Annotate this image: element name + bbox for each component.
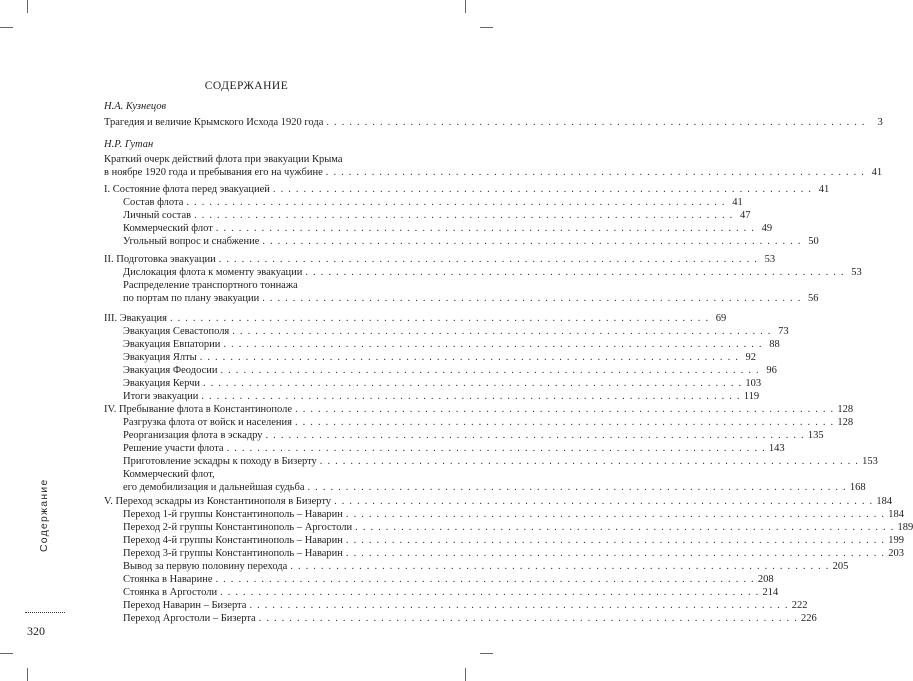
entry-label: Эвакуация Керчи: [123, 378, 200, 389]
entry-label: Трагедия и величие Крымского Исхода 1920 года: [104, 117, 324, 128]
entry-page-number: 50: [808, 236, 819, 247]
leader-dots: . . . . . . . . . . . . . . . . . . . . . . . . . . . . . . . . . . . . . . . . . . . . . . . . . . . . . . . . . . . . . . . . . . . . . . .: [325, 167, 866, 178]
subentry: [123, 573, 774, 586]
leader-dots: . . . . . . . . . . . . . . . . . . . . . . . . . . . . . . . . . . . . . . . . . . . . . . . . . . . . . . . . . . . . . . . . . . . . . . .: [215, 223, 756, 234]
leader-dots: . . . . . . . . . . . . . . . . . . . . . . . . . . . . . . . . . . . . . . . . . . . . . . . . . . . . . . . . . . . . . . . . . . . . . . .: [307, 482, 847, 493]
chapter-entry: [104, 495, 893, 508]
subentry-label-line: Распределение транспортного тоннажа: [123, 280, 298, 291]
entry-label: Состав флота: [123, 197, 184, 208]
entry-label: Личный состав: [123, 210, 192, 221]
subentry: [123, 586, 779, 599]
entry-page-number: 168: [849, 482, 866, 493]
crop-mark: [465, 668, 466, 681]
running-head: Содержание: [38, 478, 50, 552]
subentry: [123, 442, 785, 455]
subentry: [123, 508, 904, 521]
entry-page-number: 184: [876, 496, 893, 507]
entry-label: Итоги эвакуации: [123, 391, 199, 402]
entry-page-number: 69: [715, 313, 727, 324]
subentry: [123, 599, 808, 612]
leader-dots: . . . . . . . . . . . . . . . . . . . . . . . . . . . . . . . . . . . . . . . . . . . . . . . . . . . . . . . . . . . . . . . . . . . . . . .: [265, 430, 805, 441]
chapter-entry: [104, 403, 854, 416]
entry-label: IV. Пребывание флота в Константинополе: [104, 404, 293, 415]
subentry: [123, 377, 762, 390]
entry-page-number: 128: [837, 417, 854, 428]
subentry: [123, 222, 773, 235]
author-name: Н.Р. Гутан: [104, 139, 154, 150]
subentry: [123, 429, 824, 442]
crop-mark: [480, 653, 493, 654]
leader-dots: . . . . . . . . . . . . . . . . . . . . . . . . . . . . . . . . . . . . . . . . . . . . . . . . . . . . . . . . . . . . . . . . . . . . . . .: [218, 254, 759, 265]
subentry: [123, 521, 913, 534]
leader-dots: . . . . . . . . . . . . . . . . . . . . . . . . . . . . . . . . . . . . . . . . . . . . . . . . . . . . . . . . . . . . . . . . . . . . . . .: [319, 456, 860, 467]
chapter-entry: [104, 183, 830, 196]
subentry: [123, 455, 878, 468]
entry-label: Приготовление эскадры к походу в Бизерту: [123, 456, 317, 467]
entry-label: Угольный вопрос и снабжение: [123, 236, 260, 247]
page-number: 320: [27, 624, 45, 638]
entry-label: V. Переход эскадры из Константинополя в Бизерту: [104, 496, 332, 507]
leader-dots: . . . . . . . . . . . . . . . . . . . . . . . . . . . . . . . . . . . . . . . . . . . . . . . . . . . . . . . . . . . . . . . . . . . . . . .: [220, 365, 760, 376]
leader-dots: . . . . . . . . . . . . . . . . . . . . . . . . . . . . . . . . . . . . . . . . . . . . . . . . . . . . . . . . . . . . . . . . . . . . . . .: [345, 509, 886, 520]
dotted-rule: [25, 612, 65, 613]
subentry: [123, 481, 866, 494]
subentry: [123, 560, 849, 573]
entry-page-number: 3: [877, 117, 883, 128]
entry-page-number: 203: [888, 548, 904, 559]
entry-page-number: 41: [732, 197, 743, 208]
toc-entry: [104, 166, 883, 179]
leader-dots: . . . . . . . . . . . . . . . . . . . . . . . . . . . . . . . . . . . . . . . . . . . . . . . . . . . . . . . . . . . . . . . . . . . . . . .: [295, 404, 835, 415]
subentry: [123, 534, 904, 547]
entry-label: I. Состояние флота перед эвакуацией: [104, 184, 270, 195]
entry-label: Решение участи флота: [123, 443, 224, 454]
entry-page-number: 222: [791, 600, 808, 611]
entry-label: Переход 3-й группы Константинополь – Наварин: [123, 548, 343, 559]
subentry: [123, 266, 862, 279]
entry-page-number: 92: [745, 352, 757, 363]
entry-page-number: 56: [808, 293, 819, 304]
entry-page-number: 119: [743, 391, 760, 402]
entry-page-number: 53: [851, 267, 862, 278]
subentry: [123, 292, 819, 305]
leader-dots: . . . . . . . . . . . . . . . . . . . . . . . . . . . . . . . . . . . . . . . . . . . . . . . . . . . . . . . . . . . . . . . . . . . . . . .: [220, 587, 760, 598]
entry-label: Разгрузка флота от войск и населения: [123, 417, 292, 428]
leader-dots: . . . . . . . . . . . . . . . . . . . . . . . . . . . . . . . . . . . . . . . . . . . . . . . . . . . . . . . . . . . . . . . . . . . . . . .: [201, 391, 741, 402]
entry-label: по портам по плану эвакуации: [123, 293, 260, 304]
subentry: [123, 612, 817, 625]
leader-dots: . . . . . . . . . . . . . . . . . . . . . . . . . . . . . . . . . . . . . . . . . . . . . . . . . . . . . . . . . . . . . . . . . . . . . . .: [202, 378, 743, 389]
entry-label: Эвакуация Ялты: [123, 352, 197, 363]
subentry-label-line: Коммерческий флот,: [123, 469, 215, 480]
subentry: [123, 325, 789, 338]
entry-label: Эвакуация Севастополя: [123, 326, 230, 337]
leader-dots: . . . . . . . . . . . . . . . . . . . . . . . . . . . . . . . . . . . . . . . . . . . . . . . . . . . . . . . . . . . . . . . . . . . . . . .: [199, 352, 740, 363]
author-name: Н.А. Кузнецов: [104, 101, 167, 112]
entry-label: Вывод за первую половину перехода: [123, 561, 288, 572]
crop-mark: [27, 668, 28, 681]
leader-dots: . . . . . . . . . . . . . . . . . . . . . . . . . . . . . . . . . . . . . . . . . . . . . . . . . . . . . . . . . . . . . . . . . . . . . . .: [226, 443, 766, 454]
entry-page-number: 208: [757, 574, 774, 585]
entry-page-number: 49: [761, 223, 773, 234]
entry-label: Переход 4-й группы Константинополь – Наварин: [123, 535, 343, 546]
entry-label: Переход 2-й группы Константинополь – Аргостоли: [123, 522, 353, 533]
crop-mark: [480, 27, 493, 28]
leader-dots: . . . . . . . . . . . . . . . . . . . . . . . . . . . . . . . . . . . . . . . . . . . . . . . . . . . . . . . . . . . . . . . . . . . . . . .: [272, 184, 813, 195]
subentry: [123, 416, 854, 429]
leader-dots: . . . . . . . . . . . . . . . . . . . . . . . . . . . . . . . . . . . . . . . . . . . . . . . . . . . . . . . . . . . . . . . . . . . . . . .: [186, 197, 726, 208]
page-title: СОДЕРЖАНИЕ: [204, 80, 289, 92]
entry-page-number: 143: [768, 443, 785, 454]
chapter-entry: [104, 253, 776, 266]
crop-mark: [465, 0, 466, 13]
crop-mark: [0, 27, 13, 28]
entry-label: Дислокация флота к моменту эвакуации: [123, 267, 303, 278]
leader-dots: . . . . . . . . . . . . . . . . . . . . . . . . . . . . . . . . . . . . . . . . . . . . . . . . . . . . . . . . . . . . . . . . . . . . . . .: [305, 267, 845, 278]
entry-page-number: 41: [818, 184, 830, 195]
leader-dots: . . . . . . . . . . . . . . . . . . . . . . . . . . . . . . . . . . . . . . . . . . . . . . . . . . . . . . . . . . . . . . . . . . . . . . .: [258, 613, 799, 624]
subentry: [123, 196, 743, 209]
entry-label: II. Подготовка эвакуации: [104, 254, 216, 265]
entry-label: Коммерческий флот: [123, 223, 213, 234]
leader-dots: . . . . . . . . . . . . . . . . . . . . . . . . . . . . . . . . . . . . . . . . . . . . . . . . . . . . . . . . . . . . . . . . . . . . . . .: [326, 117, 866, 128]
leader-dots: . . . . . . . . . . . . . . . . . . . . . . . . . . . . . . . . . . . . . . . . . . . . . . . . . . . . . . . . . . . . . . . . . . . . . . .: [232, 326, 772, 337]
leader-dots: . . . . . . . . . . . . . . . . . . . . . . . . . . . . . . . . . . . . . . . . . . . . . . . . . . . . . . . . . . . . . . . . . . . . . . .: [295, 417, 835, 428]
crop-mark: [0, 653, 13, 654]
entry-label: в ноябре 1920 года и пребывания его на чужбине: [104, 167, 323, 178]
entry-page-number: 41: [871, 167, 883, 178]
leader-dots: . . . . . . . . . . . . . . . . . . . . . . . . . . . . . . . . . . . . . . . . . . . . . . . . . . . . . . . . . . . . . . . . . . . . . . .: [215, 574, 755, 585]
leader-dots: . . . . . . . . . . . . . . . . . . . . . . . . . . . . . . . . . . . . . . . . . . . . . . . . . . . . . . . . . . . . . . . . . . . . . . .: [262, 236, 802, 247]
entry-page-number: 153: [862, 456, 878, 467]
entry-label: Стоянка в Аргостоли: [123, 587, 218, 598]
leader-dots: . . . . . . . . . . . . . . . . . . . . . . . . . . . . . . . . . . . . . . . . . . . . . . . . . . . . . . . . . . . . . . . . . . . . . . .: [345, 548, 886, 559]
entry-label: III. Эвакуация: [104, 313, 167, 324]
leader-dots: . . . . . . . . . . . . . . . . . . . . . . . . . . . . . . . . . . . . . . . . . . . . . . . . . . . . . . . . . . . . . . . . . . . . . . .: [194, 210, 734, 221]
entry-page-number: 73: [778, 326, 789, 337]
entry-page-number: 135: [807, 430, 824, 441]
leader-dots: . . . . . . . . . . . . . . . . . . . . . . . . . . . . . . . . . . . . . . . . . . . . . . . . . . . . . . . . . . . . . . . . . . . . . . .: [355, 522, 895, 533]
leader-dots: . . . . . . . . . . . . . . . . . . . . . . . . . . . . . . . . . . . . . . . . . . . . . . . . . . . . . . . . . . . . . . . . . . . . . . .: [169, 313, 710, 324]
entry-label: Эвакуация Феодосии: [123, 365, 218, 376]
entry-page-number: 184: [888, 509, 904, 520]
chapter-entry: [104, 312, 727, 325]
entry-label: Переход Наварин – Бизерта: [123, 600, 247, 611]
entry-label: его демобилизация и дальнейшая судьба: [123, 482, 305, 493]
subentry: [123, 209, 751, 222]
entry-label: Эвакуация Евпатории: [123, 339, 221, 350]
leader-dots: . . . . . . . . . . . . . . . . . . . . . . . . . . . . . . . . . . . . . . . . . . . . . . . . . . . . . . . . . . . . . . . . . . . . . . .: [262, 293, 802, 304]
entry-page-number: 88: [769, 339, 780, 350]
entry-page-number: 53: [764, 254, 776, 265]
entry-label: Переход 1-й группы Константинополь – Наварин: [123, 509, 343, 520]
entry-page-number: 214: [762, 587, 779, 598]
essay-title-line: Краткий очерк действий флота при эвакуации Крыма: [104, 154, 343, 165]
leader-dots: . . . . . . . . . . . . . . . . . . . . . . . . . . . . . . . . . . . . . . . . . . . . . . . . . . . . . . . . . . . . . . . . . . . . . . .: [334, 496, 874, 507]
subentry: [123, 338, 780, 351]
entry-page-number: 205: [832, 561, 849, 572]
entry-page-number: 96: [766, 365, 777, 376]
subentry: [123, 390, 760, 403]
leader-dots: . . . . . . . . . . . . . . . . . . . . . . . . . . . . . . . . . . . . . . . . . . . . . . . . . . . . . . . . . . . . . . . . . . . . . . .: [290, 561, 830, 572]
entry-page-number: 47: [739, 210, 751, 221]
entry-label: Переход Аргостоли – Бизерта: [123, 613, 256, 624]
subentry: [123, 351, 757, 364]
entry-label: Стоянка в Наварине: [123, 574, 213, 585]
entry-page-number: 103: [745, 378, 762, 389]
entry-label: Реорганизация флота в эскадру: [123, 430, 263, 441]
entry-page-number: 199: [888, 535, 904, 546]
subentry: [123, 235, 819, 248]
entry-page-number: 226: [801, 613, 817, 624]
subentry: [123, 547, 904, 560]
leader-dots: . . . . . . . . . . . . . . . . . . . . . . . . . . . . . . . . . . . . . . . . . . . . . . . . . . . . . . . . . . . . . . . . . . . . . . .: [345, 535, 886, 546]
subentry: [123, 364, 777, 377]
entry-page-number: 189: [897, 522, 913, 533]
leader-dots: . . . . . . . . . . . . . . . . . . . . . . . . . . . . . . . . . . . . . . . . . . . . . . . . . . . . . . . . . . . . . . . . . . . . . . .: [249, 600, 789, 611]
entry-page-number: 128: [837, 404, 854, 415]
toc-entry: [104, 116, 883, 129]
leader-dots: . . . . . . . . . . . . . . . . . . . . . . . . . . . . . . . . . . . . . . . . . . . . . . . . . . . . . . . . . . . . . . . . . . . . . . .: [223, 339, 763, 350]
crop-mark: [27, 0, 28, 13]
